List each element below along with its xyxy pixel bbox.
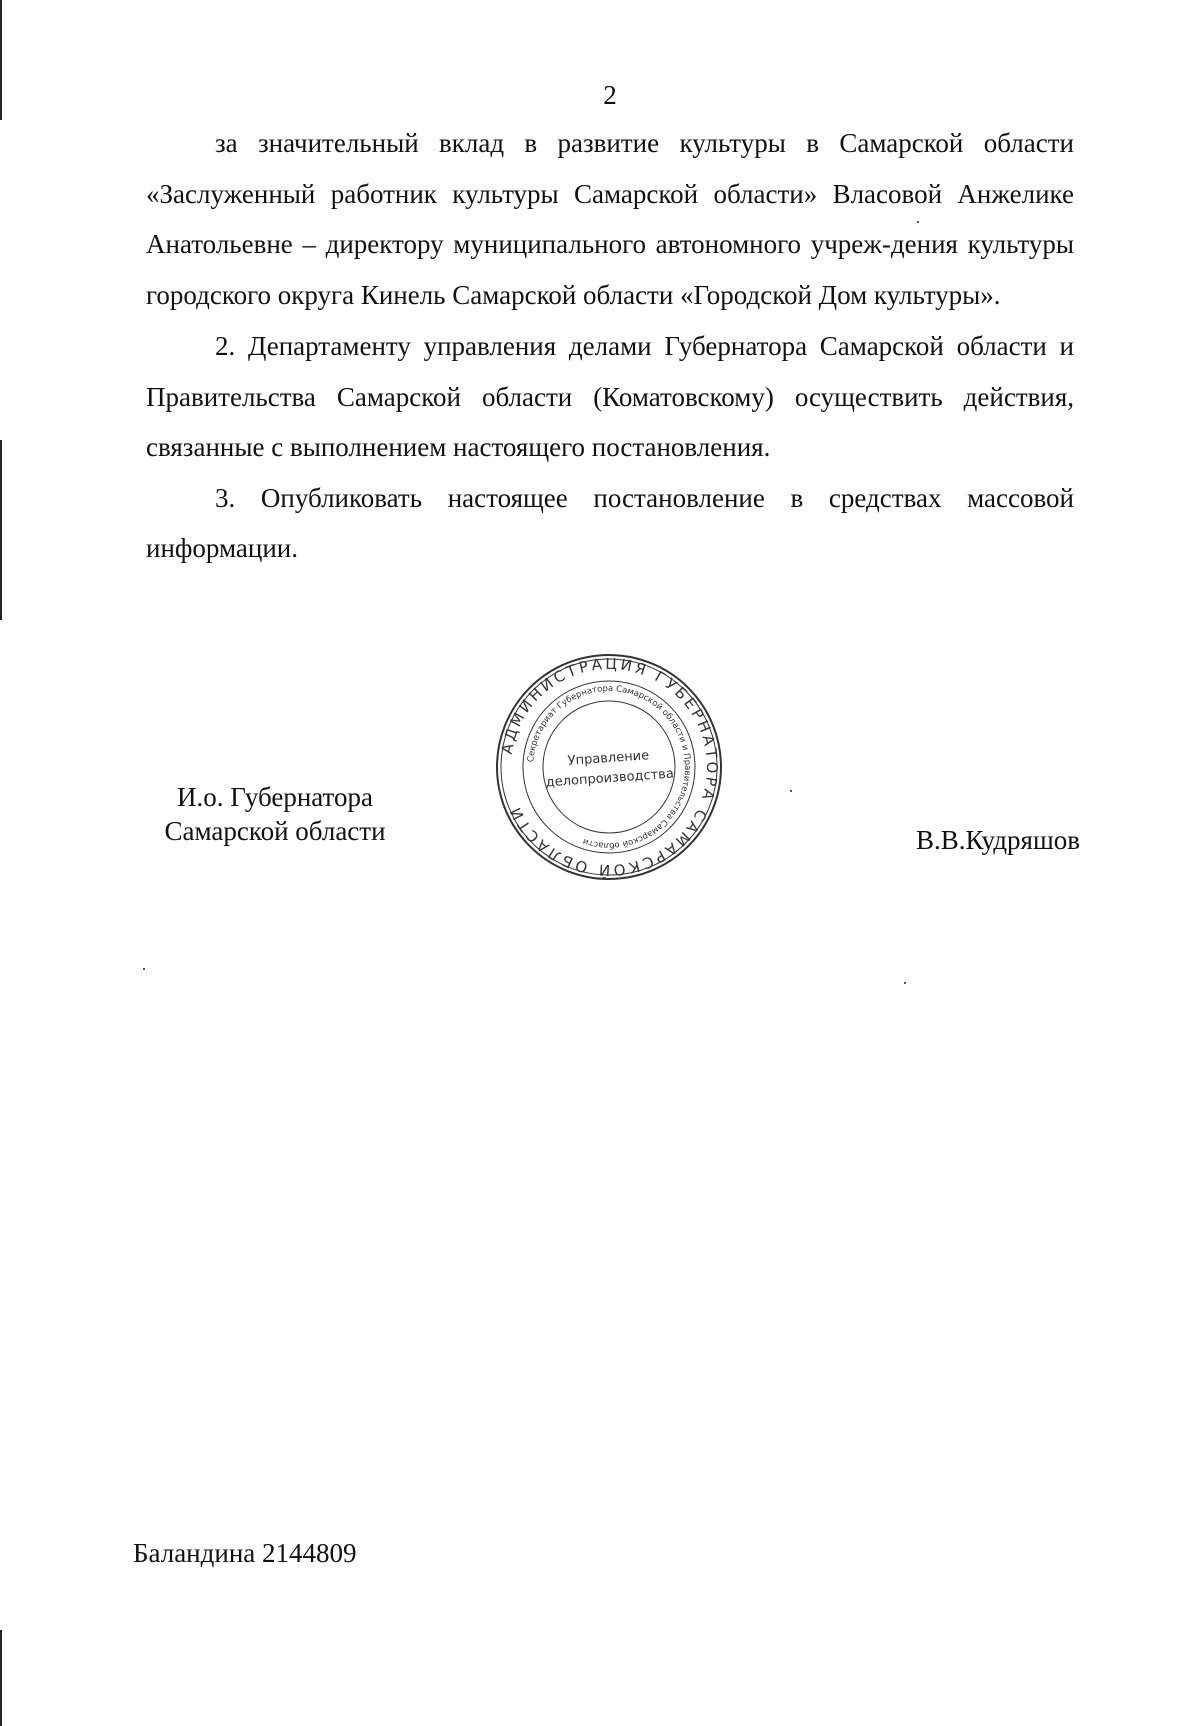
scan-edge-middle — [0, 440, 2, 620]
scan-speck — [904, 982, 906, 984]
stamp-center-line1: Управление — [567, 748, 650, 769]
scan-edge-bottom — [0, 1630, 2, 1726]
scan-speck — [143, 968, 145, 970]
scan-speck — [790, 790, 792, 792]
signatory-position-line1: И.о. Губернатора — [176, 782, 373, 812]
signatory-name: В.В.Кудряшов — [916, 825, 1080, 855]
paragraph-publish: 3. Опубликовать настоящее постановление в средствах массовой информации. — [146, 482, 1074, 563]
page-number: 2 — [603, 80, 617, 110]
scan-speck — [917, 221, 919, 223]
official-stamp — [494, 652, 724, 882]
signatory-position — [150, 780, 400, 848]
document-body — [146, 118, 1074, 574]
signatory-position-line2: Самарской области — [164, 816, 386, 846]
executor-note: Баландина 2144809 — [133, 1538, 357, 1568]
stamp-inner-text: Секретариат Губернатора Самарской области и Правительства Самарской области — [526, 683, 693, 851]
paragraph-award: за значительный вклад в развитие культуры в Самарской области «Заслуженный работник культуры Самарской области» Власовой Анжелике Анатольевне – директору муниципального автономного учреж-дения культуры городского округа Кинель Самарской области «Городской Дом культуры». — [146, 128, 1074, 310]
paragraph-department: 2. Департаменту управления делами Губернатора Самарской области и Правительства Самарской области (Коматовскому) осуществить действия, связанные с выполнением настоящего постановления. — [146, 331, 1074, 462]
stamp-center-line2: делопроизводства — [545, 766, 675, 791]
stamp-outer-text: АДМИНИСТРАЦИЯ ГУБЕРНАТОРА САМАРСКОЙ ОБЛАСТИ — [497, 654, 722, 880]
